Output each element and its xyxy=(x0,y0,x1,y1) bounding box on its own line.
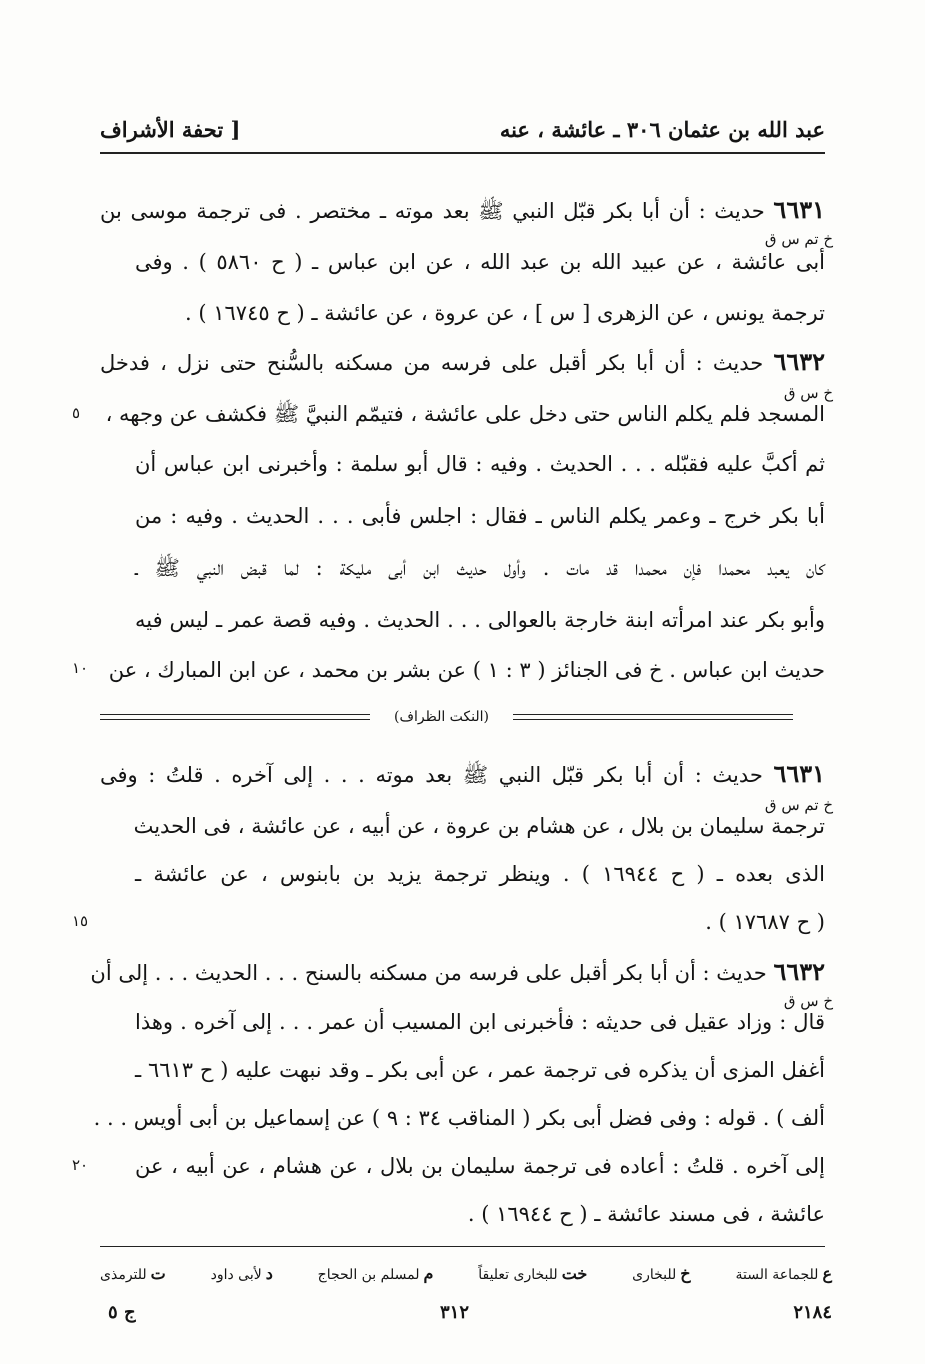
hadith-number: ٦٦٣٢ xyxy=(773,347,825,376)
nukat-divider xyxy=(100,706,793,728)
line-number-10: ١٠ xyxy=(72,659,89,677)
abbr-text: لأبى داود xyxy=(210,1266,262,1283)
hadith-6632-line-1 xyxy=(100,340,825,384)
line-number-15: ١٥ xyxy=(72,912,89,930)
nukat-6631-line-2: ترجمة سليمان بن بلال ، عن هشام بن عروة ، عن أبيه ، عن عائشة ، فى الحديث xyxy=(133,814,825,838)
hadith-text: حديث : أن أبا بكر قبّل النبي ﷺ بعد موته ـ مختصر . فى ترجمة موسى بن xyxy=(100,199,765,223)
abbr-item xyxy=(211,1264,273,1283)
abbr-item xyxy=(735,1264,832,1283)
abbreviation-key xyxy=(100,1260,832,1286)
hadith-6632-line-2: المسجد فلم يكلم الناس حتى دخل على عائشة ، فتيمّم النبيَّ ﷺ فكشف عن وجهه ، xyxy=(105,402,825,426)
nukat-6632-line-2: قال : وزاد عقيل فى حديثه : فأخبرنى ابن المسيب أن عمر . . . إلى آخره . وهذا xyxy=(135,1010,825,1034)
page-number: ٣١٢ xyxy=(440,1302,470,1323)
abbr-symbol: د xyxy=(265,1263,273,1283)
hadith-6632-sigla: خ س ق xyxy=(783,384,833,402)
abbr-symbol: م xyxy=(423,1263,434,1283)
abbr-text: لمسلم بن الحجاج xyxy=(317,1266,420,1283)
header-right: عبد الله بن عثمان ٣٠٦ ـ عائشة ، عنه xyxy=(499,116,825,142)
footer-rule xyxy=(100,1246,825,1247)
line-number-20: ٢٠ xyxy=(72,1156,89,1174)
nukat-number: ٦٦٣٢ xyxy=(773,957,825,986)
abbr-item xyxy=(478,1264,587,1283)
hadith-text: حديث : أن أبا بكر أقبل على فرسه من مسكنه بالسُّنح حتى نزل ، فدخل xyxy=(100,351,764,375)
abbr-text: للبخارى xyxy=(632,1266,677,1283)
line-number-5: ٥ xyxy=(72,404,81,422)
hadith-6631-sigla: خ تم س ق xyxy=(764,230,833,248)
abbr-symbol: خ xyxy=(680,1263,691,1283)
hadith-number: ٦٦٣١ xyxy=(773,195,825,224)
nukat-6632-line-3: أغفل المزى أن يذكره فى ترجمة عمر ، عن أبى بكر ـ وقد نبهت عليه ( ح ٦٦١٣ ـ xyxy=(135,1058,826,1082)
abbr-symbol: ع xyxy=(822,1263,832,1283)
header-left: [ تحفة الأشراف xyxy=(100,116,241,142)
header-rule xyxy=(100,152,825,154)
abbr-text: للترمذى xyxy=(100,1266,147,1283)
nukat-number: ٦٦٣١ xyxy=(773,759,825,788)
nukat-6632-line-4: ألف ) . قوله : وفى فضل أبى بكر ( المناقب ٣٤ : ٩ ) عن إسماعيل بن أبى أويس . . . xyxy=(93,1106,825,1130)
abbr-symbol: ت xyxy=(150,1263,166,1283)
hadith-6632-line-4: أبا بكر خرج ـ وعمر يكلم الناس ـ فقال : اجلس فأبى . . . الحديث . وفيه : من xyxy=(135,504,825,528)
nukat-6632-sigla: خ س ق xyxy=(783,992,833,1010)
abbr-text: للبخارى تعليقاً xyxy=(478,1266,558,1283)
hadith-6631-line-2: أبى عائشة ، عن عبيد الله بن عبد الله ، عن ابن عباس ـ ( ح ٥٨٦٠ ) . وفى xyxy=(135,250,825,274)
abbr-item xyxy=(632,1264,690,1283)
nukat-6632-line-5: إلى آخره . قلتُ : أعاده فى ترجمة سليمان بن بلال ، عن هشام ، عن أبيه ، عن xyxy=(135,1154,825,1178)
nukat-6631-line-4: ( ح ١٧٦٨٧ ) . xyxy=(705,910,825,934)
page-footer xyxy=(100,1302,832,1332)
nukat-6631-line-1 xyxy=(100,752,825,796)
hadith-6632-line-3: ثم أكبَّ عليه فقبّله . . . الحديث . وفيه : قال أبو سلمة : وأخبرنى ابن عباس أن xyxy=(135,452,825,476)
nukat-text: حديث : أن أبا بكر قبّل النبي ﷺ بعد موته . . . إلى آخره . قلتُ : وفى xyxy=(100,763,763,787)
hadith-6632-line-5: كان يعبد محمدا فإن محمدا قد مات . وأول حديث ابن أبى مليكة : لما قبض النبي ﷺ ـ xyxy=(135,556,825,580)
abbr-item xyxy=(318,1264,434,1283)
divider-rule-right xyxy=(513,714,793,720)
hadith-6632-line-6: وأبو بكر عند امرأته ابنة خارجة بالعوالى . . . الحديث . وفيه قصة عمر ـ ليس فيه xyxy=(135,608,825,632)
nukat-6631-line-3: الذى بعده ـ ( ح ١٦٩٤٤ ) . وينظر ترجمة يزيد بن بابنوس ، عن عائشة ـ xyxy=(135,862,825,886)
divider-label: (النكت الظراف) xyxy=(394,709,489,725)
nukat-6632-line-1 xyxy=(90,950,825,994)
abbr-item xyxy=(100,1264,166,1283)
abbr-symbol: خت xyxy=(561,1263,588,1283)
nukat-6631-sigla: خ تم س ق xyxy=(764,796,833,814)
entry-number: ٢١٨٤ xyxy=(793,1302,832,1323)
running-header xyxy=(100,112,825,146)
nukat-text: حديث : أن أبا بكر أقبل على فرسه من مسكنه بالسنح . . . الحديث . . . إلى أن xyxy=(90,961,767,985)
volume-label: ج ٥ xyxy=(108,1302,136,1323)
hadith-6631-line-3: ترجمة يونس ، عن الزهرى [ س ] ، عن عروة ، عن عائشة ـ ( ح ١٦٧٤٥ ) . xyxy=(185,301,825,325)
nukat-6632-line-6: عائشة ، فى مسند عائشة ـ ( ح ١٦٩٤٤ ) . xyxy=(467,1202,825,1226)
hadith-6632-line-7: حديث ابن عباس . خ فى الجنائز ( ٣ : ١ ) عن بشر بن محمد ، عن ابن المبارك ، عن xyxy=(108,658,825,682)
abbr-text: للجماعة الستة xyxy=(735,1266,819,1283)
hadith-6631-line-1 xyxy=(100,188,825,232)
divider-rule-left xyxy=(100,714,370,720)
